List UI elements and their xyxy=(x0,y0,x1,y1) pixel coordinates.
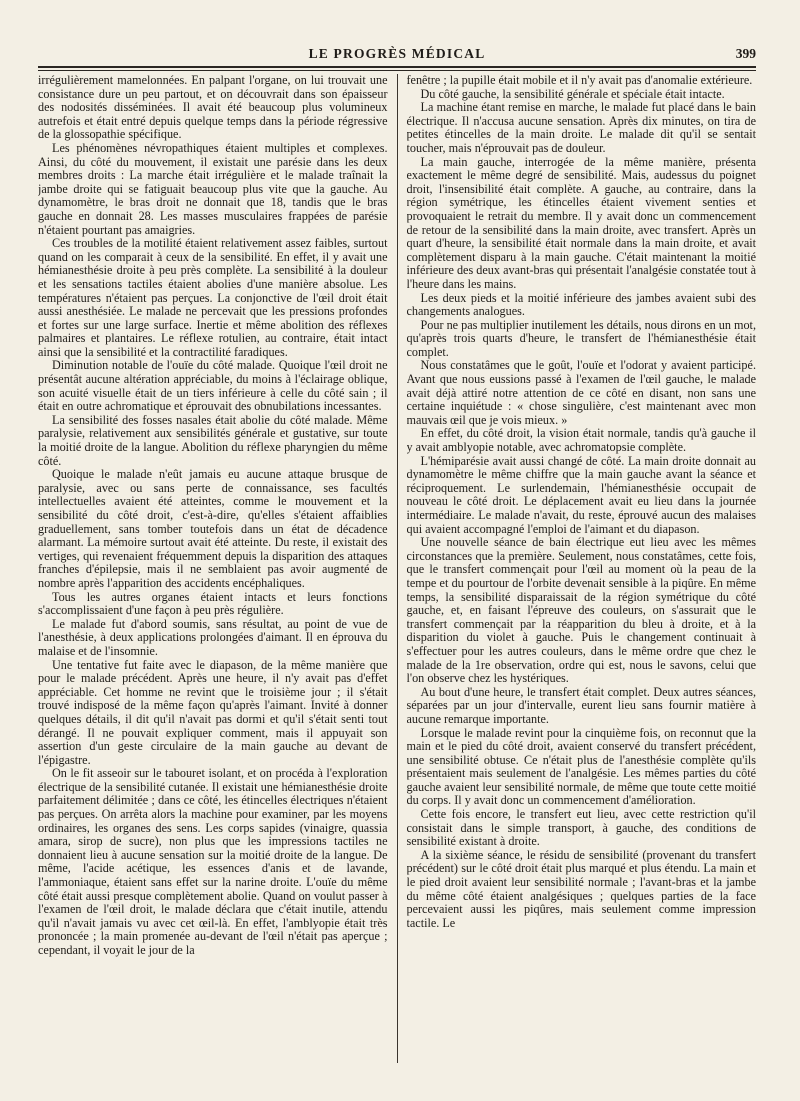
right-column xyxy=(407,74,757,1063)
paragraph: A la sixième séance, le résidu de sensibilité (provenant du transfert précédent) sur le côté droit était plus marqué et plus étendu. La main et le pied droit avaient leur sensibilité normale ; l'avant-bras et la jambe du même côté étaient analgésiques ; quelques parties de la face percevaient aussi les piqûres, mais seulement comme impression tactile. Le xyxy=(406,847,756,930)
paragraph: Lorsque le malade revint pour la cinquième fois, on reconnut que la main et le pied du côté droit, avaient conservé du transfert précédent, une sensibilité obtuse. Ce n'était plus de l'anesthésie complète qu'ils présentaient mais seulement de l'analgésie. Les mêmes parties du côté gauche avaient leur sensibilité normale, de même que toute cette moitié du corps. Il y avait donc un commencement d'amélioration. xyxy=(406,725,756,808)
paragraph: Ces troubles de la motilité étaient relativement assez faibles, surtout quand on les comparait à ceux de la sensibilité. En effet, il y avait une hémianesthésie droite à peu près complète. La sensibilité à la douleur et les sensations tactiles étaient abolies d'une manière absolue. Les températures n'étaient pas perçues. La conjonctive de l'œil droit était aussi anesthésiée. Le malade ne percevait que les pressions profondes et fortes sur une large surface. Inertie et même abolition des réflexes palmaires et plantaires. Le réflexe rotulien, au contraire, était intact ainsi que la sensibilité et la contractilité faradiques. xyxy=(38,236,388,359)
paragraph: Quoique le malade n'eût jamais eu aucune attaque brusque de paralysie, avec ou sans perte de connaissance, ses facultés intellectuelles avaient été atteintes, comme le mouvement et la sensibilité du côté droit, c'est-à-dire, qu'elles s'étaient affaiblies graduellement, sans tomber toutefois dans un état de décadence alarmant. La mémoire surtout avait été atteinte. Du reste, il existait des vertiges, qui revenaient fréquemment depuis la disparition des attaques franches d'épilepsie, mais il ne semblaient pas avoir augmenté de nombre après l'apparition des accidents encéphaliques. xyxy=(38,467,388,590)
running-title: LE PROGRÈS MÉDICAL xyxy=(308,46,486,61)
column-divider xyxy=(397,74,398,1063)
header-rule xyxy=(38,66,756,71)
paragraph: Nous constatâmes que le goût, l'ouïe et l'odorat y avaient participé. Avant que nous eussions passé à l'examen de l'œil gauche, le malade avait déjà attiré notre attention de ce côté en disant, non sans une certaine inquiétude : « chose singulière, c'est maintenant avec mon mauvais œil que je vois mieux. » xyxy=(406,358,756,427)
paragraph: On le fit asseoir sur le tabouret isolant, et on procéda à l'exploration électrique de la sensibilité cutanée. Il existait une hémianesthésie droite parfaitement délimitée ; dans ce côté, les étincelles électriques n'étaient pas perçues. On arrêta alors la machine pour examiner, par les moyens ordinaires, les organes des sens. Les corps sapides (vinaigre, quassia amara, sirop de sucre), non plus que les impressions tactiles ne donnaient lieu à aucune sensation sur la moitié droite de la langue. De même, l'acide acétique, les essences d'anis et de lavande, l'ammoniaque, étaient sans effet sur la narine droite. L'ouïe du même côté était aussi presque complètement abolie. Quand on voulut passer à l'examen de l'œil droit, le malade déclara que c'était inutile, attendu qu'il n'avait jamais vu avec cet œil-là. En effet, l'amblyopie était très prononcée ; la main promenée au-devant de l'œil n'était pas aperçue ; cependant, il voyait le jour de la xyxy=(38,766,388,957)
text-columns xyxy=(38,74,756,1063)
page-number: 399 xyxy=(735,46,756,61)
paragraph: Les deux pieds et la moitié inférieure des jambes avaient subi des changements analogues. xyxy=(406,290,756,319)
paragraph: L'hémiparésie avait aussi changé de côté. La main droite donnait au dynamomètre le même chiffre que la main gauche avant la séance et réciproquement. Le surlendemain, l'hémianesthésie occupait de nouveau le côté droit. Le déplacement avait eu lieu dans la journée intermédiaire. Le malade n'avait, du reste, éprouvé aucun des malaises qui avaient accompagné l'emploi de l'aimant et du diapason. xyxy=(406,453,756,536)
paragraph: irrégulièrement mamelonnées. En palpant l'organe, on lui trouvait une consistance dure un peu partout, et on découvrait dans son épaisseur des nodosités disséminées. Il avait été beaucoup plus volumineux autrefois et était entré depuis quelque temps dans la période régressive de la glossopathie spécifique. xyxy=(38,74,388,142)
paragraph: Cette fois encore, le transfert eut lieu, avec cette restriction qu'il consistait dans le simple transport, à gauche, des conditions de sensibilité existant à droite. xyxy=(406,807,756,849)
paragraph: Du côté gauche, la sensibilité générale et spéciale était intacte. xyxy=(420,86,725,101)
paragraph: Une tentative fut faite avec le diapason, de la même manière que pour le malade précédent. Après une heure, il n'y avait pas d'effet appréciable. Cet homme ne revint que le troisième jour ; il s'était trouvé indisposé de la même façon qu'après l'aimant. Invité à donner quelques détails, il dit qu'il n'avait pas dormi et qu'il s'était senti tout dérangé. Il ne pouvait expliquer comment, mais il appuyait son assertion d'un geste circulaire de la main gauche au devant de l'épigastre. xyxy=(38,657,388,767)
paragraph: Pour ne pas multiplier inutilement les détails, nous dirons en un mot, qu'après trois quarts d'heure, le transfert de l'hémianesthésie était complet. xyxy=(406,317,756,359)
paragraph: Les phénomènes névropathiques étaient multiples et complexes. Ainsi, du côté du mouvement, il existait une parésie dans les deux membres droits : La marche était irrégulière et le malade traînait la jambe droite qui se fatiguait beaucoup plus vite que la gauche. Au dynamomètre, le bras droit ne donnait que 18, tandis que le bras gauche en donnait 28. Les masses musculaires frappées de parésie n'étaient pourtant pas amaigries. xyxy=(38,140,388,237)
paragraph: Tous les autres organes étaient intacts et leurs fonctions s'accomplissaient d'une façon à peu près régulière. xyxy=(38,589,388,618)
paragraph: Le malade fut d'abord soumis, sans résultat, au point de vue de l'anesthésie, à deux applications prolongées d'aimant. Il en éprouva du malaise et de l'insomnie. xyxy=(38,616,388,658)
left-column xyxy=(38,74,388,1063)
paragraph: La machine étant remise en marche, le malade fut placé dans le bain électrique. Il n'accusa aucune sensation. Après dix minutes, on tira de petites étincelles de la main droite. Le malade dit qu'il se sentait toucher, mais n'éprouvait pas de douleur. xyxy=(406,100,756,155)
paragraph: Diminution notable de l'ouïe du côté malade. Quoique l'œil droit ne présentât aucune altération appréciable, du moins à l'éclairage oblique, son acuité visuelle était de un tiers inférieure à celle du côté sain ; il était en outre achromatique et éprouvait des obnubilations incessantes. xyxy=(38,358,388,414)
paragraph: La sensibilité des fosses nasales était abolie du côté malade. Même paralysie, relativement aux sensibilités générale et gustative, sur toute la moitié droite de la langue. Abolition du réflexe pharyngien du même côté. xyxy=(38,412,388,468)
paragraph: En effet, du côté droit, la vision était normale, tandis qu'à gauche il y avait amblyopie notable, avec achromatopsie complète. xyxy=(406,426,756,455)
paragraph: La main gauche, interrogée de la même manière, présenta exactement le même degré de sensibilité. Mais, audessus du poignet droit, l'insensibilité était complète. A gauche, au contraire, dans la région symétrique, les étincelles étaient vivement senties et provoquaient le retrait du membre. Il y avait donc un commencement de retour de la sensibilité dans la main droite, avec transfert. Après un quart d'heure, la sensibilité était normale dans la main droite, et avait complètement disparu à la main gauche. C'était maintenant la moitié inférieure des deux avant-bras qui présentait l'analgésie constatée tout à l'heure dans les mains. xyxy=(406,154,756,291)
paragraph: Au bout d'une heure, le transfert était complet. Deux autres séances, séparées par un jour d'intervalle, eurent lieu sans fournir matière à aucune remarque importante. xyxy=(406,684,756,726)
page-header xyxy=(38,44,756,66)
paragraph: fenêtre ; la pupille était mobile et il n'y avait pas d'anomalie extérieure. xyxy=(406,74,753,87)
paragraph: Une nouvelle séance de bain électrique eut lieu avec les mêmes circonstances que la première. Seulement, nous constatâmes, cette fois, que le transfert commençait pour l'œil au moment où la peau de la tempe et du pourtour de l'orbite devenait sensible à la piqûre. En même temps, la sensibilité disparaissait de la région symétrique du côté gauche, et, en faisant l'épreuve des couleurs, on s'assurait que le transfert commençait par la réapparition du bleu à droite, et à la disparition du violet à gauche. Puis le changement continuait à s'effectuer pour les autres couleurs, dans le même ordre que chez le malade de la 1re observation, ordre qui est, nous le savons, celui que l'on observe chez les hystériques. xyxy=(406,535,756,686)
